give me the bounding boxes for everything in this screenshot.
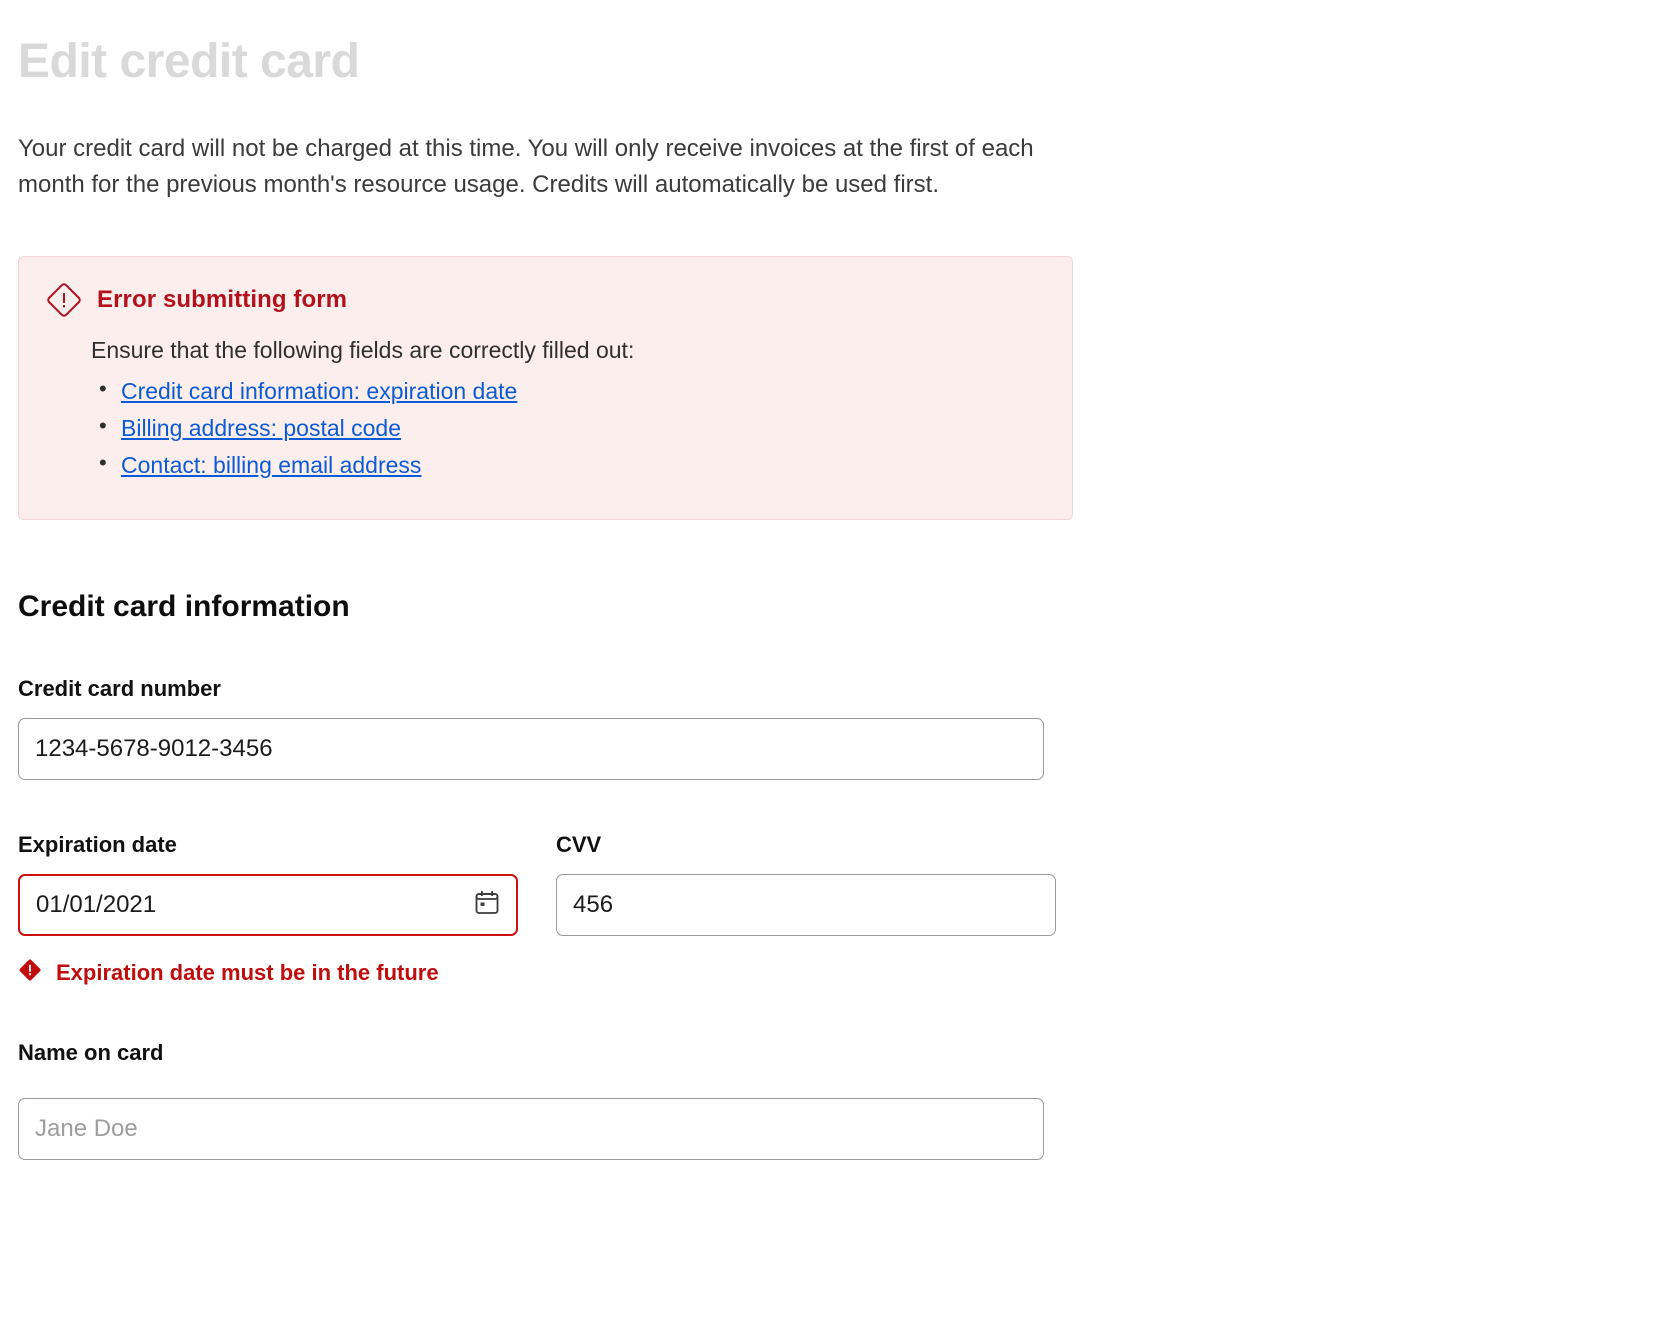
credit-card-number-input[interactable] [18,718,1044,780]
error-alert [18,256,1073,520]
list-item [121,378,1044,405]
expiration-date-label: Expiration date [18,831,177,857]
name-on-card-input[interactable] [18,1098,1044,1160]
list-item [121,452,1044,479]
expiration-date-error [18,958,518,988]
expiration-cvv-row [18,832,1672,988]
page-title: Edit credit card [18,35,360,88]
expiration-date-field [18,832,518,988]
cvv-label: CVV [556,831,602,857]
expiration-date-error-text: Expiration date must be in the future [56,959,439,985]
intro-text: Your credit card will not be charged at this time. You will only receive invoices at the first of each month for the previous month's resource usage. Credits will automatically be used first. [18,134,1034,199]
error-link-postal-code[interactable]: Billing address: postal code [121,414,401,441]
error-alert-header [47,283,1044,317]
error-link-billing-email[interactable]: Contact: billing email address [121,451,422,478]
cvv-input[interactable] [556,874,1056,936]
list-item [121,415,1044,442]
cvv-field [556,832,1056,988]
expiration-date-input-wrap [18,874,518,936]
credit-card-number-label: Credit card number [18,675,221,701]
name-on-card-label: Name on card [18,1039,164,1065]
calendar-icon[interactable] [474,889,500,920]
expiration-date-input[interactable] [18,874,518,936]
error-link-expiration[interactable]: Credit card information: expiration date [121,377,518,404]
credit-card-number-field [18,676,1672,780]
name-on-card-field [18,1040,1672,1160]
section-title-credit-card-information: Credit card information [18,589,350,623]
error-alert-subtitle: Ensure that the following fields are correctly filled out: [91,336,635,363]
error-alert-title: Error submitting form [97,285,348,313]
error-diamond-icon [47,283,81,317]
error-diamond-small-icon [18,958,42,988]
error-alert-list [91,378,1044,479]
